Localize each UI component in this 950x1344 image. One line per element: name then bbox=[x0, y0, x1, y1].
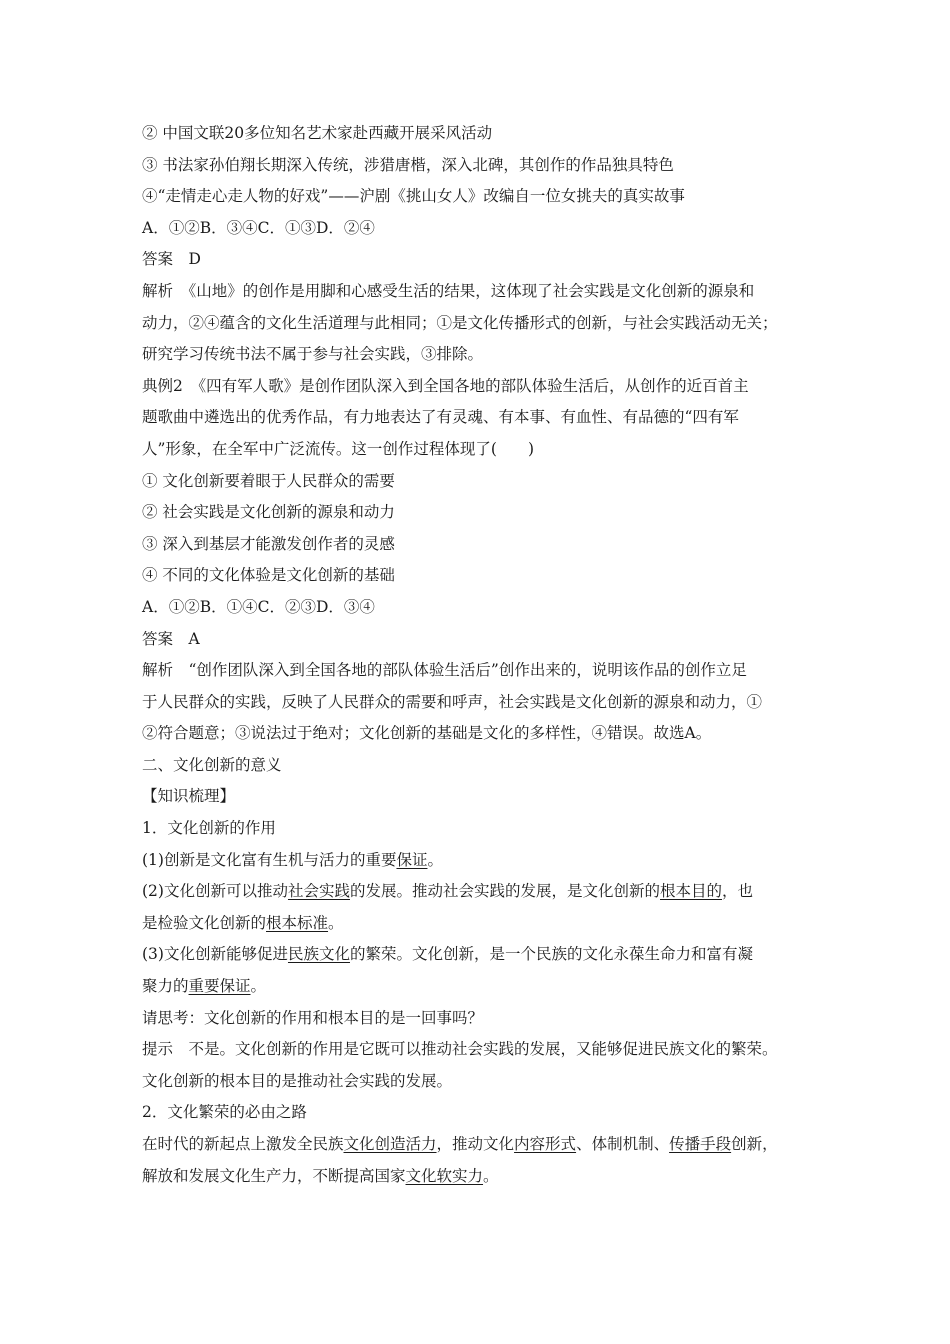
text-line bbox=[142, 908, 822, 940]
text-segment: 请思考：文化创新的作用和根本目的是一回事吗？ bbox=[142, 1008, 484, 1027]
text-line bbox=[142, 213, 822, 245]
text-segment: ②符合题意；③说法过于绝对；文化创新的基础是文化的多样性，④错误。故选A。 bbox=[142, 724, 712, 743]
text-segment: ，也 bbox=[722, 882, 754, 901]
underlined-answer: 社会实践 bbox=[287, 882, 350, 901]
underlined-answer: 文化软实力 bbox=[405, 1166, 484, 1185]
text-segment: 二、文化创新的意义 bbox=[142, 755, 282, 774]
text-line bbox=[142, 655, 822, 687]
text-segment: A．①②B．①④C．②③D．③④ bbox=[142, 597, 375, 616]
text-segment: 典例2 《四有军人歌》是创作团队深入到全国各地的部队体验生活后，从创作的近百首主 bbox=[142, 376, 749, 395]
underlined-answer: 文化创造活力 bbox=[343, 1135, 437, 1153]
text-segment: 解析 “创作团队深入到全国各地的部队体验生活后”创作出来的，说明该作品的创作立足 bbox=[142, 661, 747, 680]
text-line bbox=[142, 244, 822, 276]
text-line bbox=[142, 781, 822, 813]
text-line bbox=[142, 845, 822, 877]
underlined-answer: 保证 bbox=[396, 850, 428, 869]
text-segment: 题歌曲中遴选出的优秀作品，有力地表达了有灵魂、有本事、有血性、有品德的“四有军 bbox=[142, 408, 739, 427]
underlined-answer: 传播手段 bbox=[669, 1135, 732, 1153]
text-line bbox=[142, 1034, 822, 1066]
text-line bbox=[142, 592, 822, 624]
text-line bbox=[142, 402, 822, 434]
text-segment: 在时代的新起点上激发全民族 bbox=[142, 1135, 344, 1153]
text-line bbox=[142, 813, 822, 845]
underlined-answer: 根本目的 bbox=[660, 882, 723, 901]
text-line bbox=[142, 150, 822, 182]
text-segment: 动力，②④蕴含的文化生活道理与此相同；①是文化传播形式的创新，与社会实践活动无关； bbox=[142, 313, 778, 332]
document-page bbox=[142, 118, 822, 1192]
text-segment: (2)文化创新可以推动 bbox=[142, 882, 288, 901]
text-line bbox=[142, 1066, 822, 1098]
text-segment: (1)创新是文化富有生机与活力的重要 bbox=[142, 850, 397, 869]
text-segment: 是检验文化创新的 bbox=[142, 913, 267, 932]
text-segment: ，推动文化 bbox=[436, 1135, 515, 1153]
text-line bbox=[142, 939, 822, 971]
text-line bbox=[142, 750, 822, 782]
text-segment: ① 文化创新要着眼于人民群众的需要 bbox=[142, 471, 395, 490]
text-line bbox=[142, 466, 822, 498]
text-line bbox=[142, 971, 822, 1003]
text-line bbox=[142, 497, 822, 529]
text-line bbox=[142, 624, 822, 656]
text-line bbox=[142, 687, 822, 719]
text-segment: 文化创新的根本目的是推动社会实践的发展。 bbox=[142, 1071, 453, 1090]
underlined-answer: 根本标准 bbox=[266, 913, 329, 932]
text-line bbox=[142, 1003, 822, 1035]
text-line bbox=[142, 1129, 822, 1161]
text-segment: A．①②B．③④C．①③D．②④ bbox=[142, 218, 375, 237]
text-line bbox=[142, 339, 822, 371]
underlined-answer: 民族文化 bbox=[287, 945, 350, 964]
text-segment: 。 bbox=[250, 977, 267, 996]
text-segment: 于人民群众的实践，反映了人民群众的需要和呼声，社会实践是文化创新的源泉和动力，① bbox=[142, 692, 763, 711]
text-segment: 的繁荣。文化创新，是一个民族的文化永葆生命力和富有凝 bbox=[349, 945, 753, 964]
text-segment: ③ 深入到基层才能激发创作者的灵感 bbox=[142, 534, 395, 553]
text-segment: 人”形象，在全军中广泛流传。这一创作过程体现了( ) bbox=[142, 439, 535, 458]
text-line bbox=[142, 181, 822, 213]
text-segment: 的发展。推动社会实践的发展，是文化创新的 bbox=[349, 882, 660, 901]
text-line bbox=[142, 434, 822, 466]
underlined-answer: 内容形式 bbox=[514, 1135, 577, 1153]
text-line bbox=[142, 276, 822, 308]
text-line bbox=[142, 718, 822, 750]
text-segment: ② 中国文联20多位知名艺术家赴西藏开展采风活动 bbox=[142, 124, 493, 142]
text-line bbox=[142, 371, 822, 403]
underlined-answer: 重要保证 bbox=[188, 977, 251, 996]
text-segment: 。 bbox=[483, 1166, 499, 1185]
text-segment: 答案 A bbox=[142, 629, 200, 648]
text-segment: (3)文化创新能够促进 bbox=[142, 945, 288, 964]
text-segment: 【知识梳理】 bbox=[142, 787, 236, 806]
text-segment: 。 bbox=[427, 850, 443, 869]
text-segment: 1．文化创新的作用 bbox=[142, 819, 276, 838]
text-segment: 。 bbox=[328, 913, 344, 932]
text-line bbox=[142, 118, 822, 150]
text-segment: 答案 D bbox=[142, 250, 201, 269]
text-segment: 解放和发展文化生产力，不断提高国家 bbox=[142, 1166, 406, 1185]
text-segment: 创新， bbox=[731, 1135, 778, 1153]
text-segment: 聚力的 bbox=[142, 977, 189, 996]
text-segment: 2．文化繁荣的必由之路 bbox=[142, 1103, 307, 1122]
text-segment: 提示 不是。文化创新的作用是它既可以推动社会实践的发展，又能够促进民族文化的繁荣。 bbox=[142, 1040, 778, 1059]
text-line bbox=[142, 560, 822, 592]
text-line bbox=[142, 876, 822, 908]
text-segment: ④ 不同的文化体验是文化创新的基础 bbox=[142, 566, 395, 585]
text-line bbox=[142, 308, 822, 340]
text-segment: 、体制机制、 bbox=[576, 1135, 670, 1153]
text-line bbox=[142, 1161, 822, 1193]
text-segment: ② 社会实践是文化创新的源泉和动力 bbox=[142, 503, 395, 522]
text-segment: ④“走情走心走人物的好戏”——沪剧《挑山女人》改编自一位女挑夫的真实故事 bbox=[142, 187, 685, 206]
text-line bbox=[142, 1097, 822, 1129]
text-segment: 解析 《山地》的创作是用脚和心感受生活的结果，这体现了社会实践是文化创新的源泉和 bbox=[142, 281, 755, 300]
text-line bbox=[142, 529, 822, 561]
text-segment: 研究学习传统书法不属于参与社会实践，③排除。 bbox=[142, 345, 484, 364]
text-segment: ③ 书法家孙伯翔长期深入传统，涉猎唐楷，深入北碑，其创作的作品独具特色 bbox=[142, 155, 674, 174]
